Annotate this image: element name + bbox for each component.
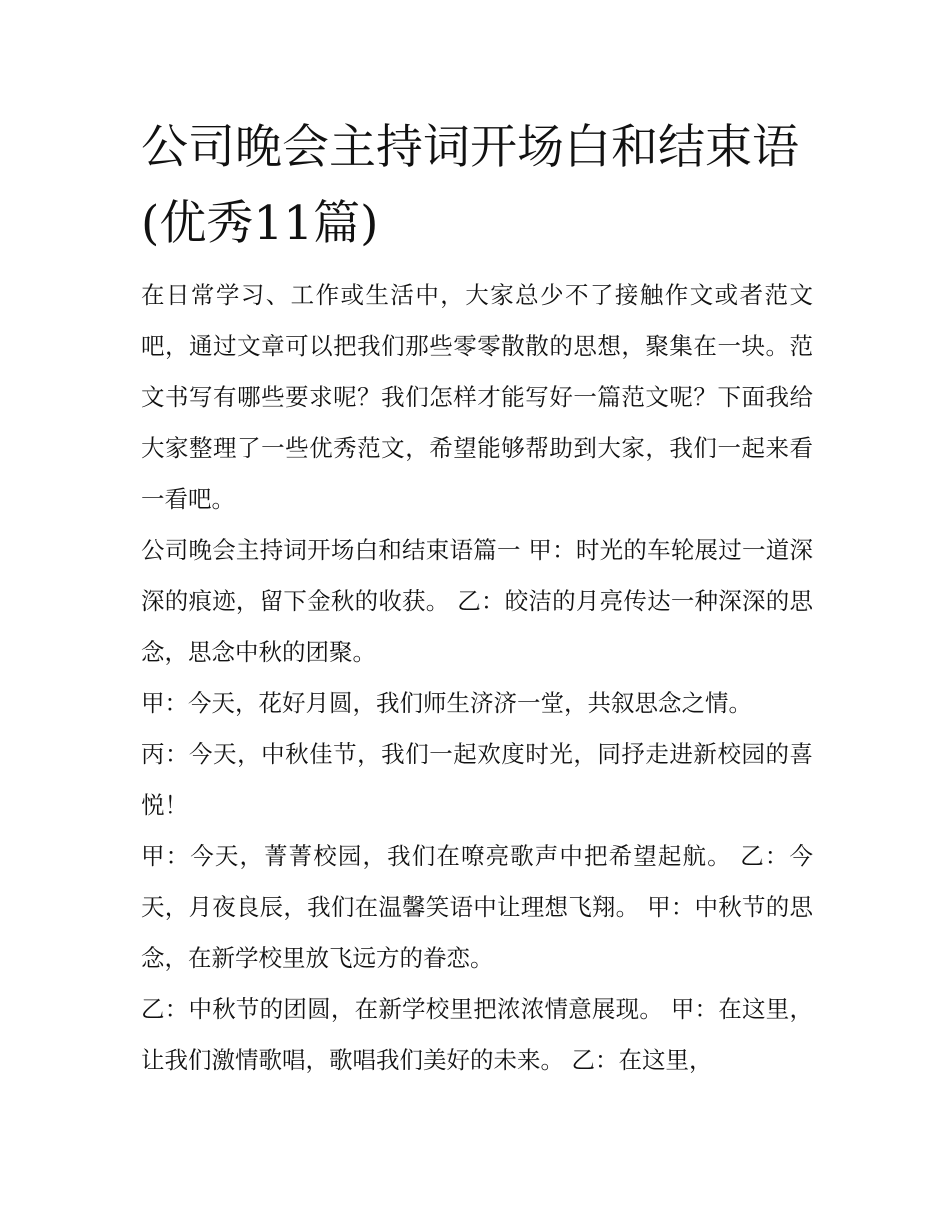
document-title: 公司晚会主持词开场白和结束语(优秀11篇) bbox=[141, 120, 799, 251]
paragraph-dialogue: 乙：中秋节的团圆，在新学校里把浓浓情意展现。 甲：在这里，让我们激情歌唱，歌唱我们美好的未来。 乙：在这里， bbox=[141, 995, 813, 1074]
paragraph-dialogue: 甲：今天，菁菁校园，我们在嘹亮歌声中把希望起航。 乙：今天，月夜良辰，我们在温馨笑语中让理想飞翔。 甲：中秋节的思念，在新学校里放飞远方的眷恋。 bbox=[141, 842, 813, 972]
paragraph-dialogue: 甲：今天，花好月圆，我们师生济济一堂，共叙思念之情。 bbox=[141, 689, 752, 717]
paragraph-dialogue: 丙：今天，中秋佳节，我们一起欢度时光，同抒走进新校园的喜悦！ bbox=[141, 740, 813, 819]
paragraph-part-one: 公司晚会主持词开场白和结束语篇一 甲：时光的车轮展过一道深深的痕迹，留下金秋的收获。 乙：皎洁的月亮传达一种深深的思念，思念中秋的团聚。 bbox=[141, 536, 813, 666]
paragraph-intro: 在日常学习、工作或生活中，大家总少不了接触作文或者范文吧，通过文章可以把我们那些零零散散的思想，聚集在一块。范文书写有哪些要求呢？我们怎样才能写好一篇范文呢？下面我给大家整理了一些优秀范文，希望能够帮助到大家，我们一起来看一看吧。 bbox=[141, 281, 813, 513]
document-body bbox=[141, 270, 813, 1086]
document-page bbox=[141, 110, 813, 1086]
